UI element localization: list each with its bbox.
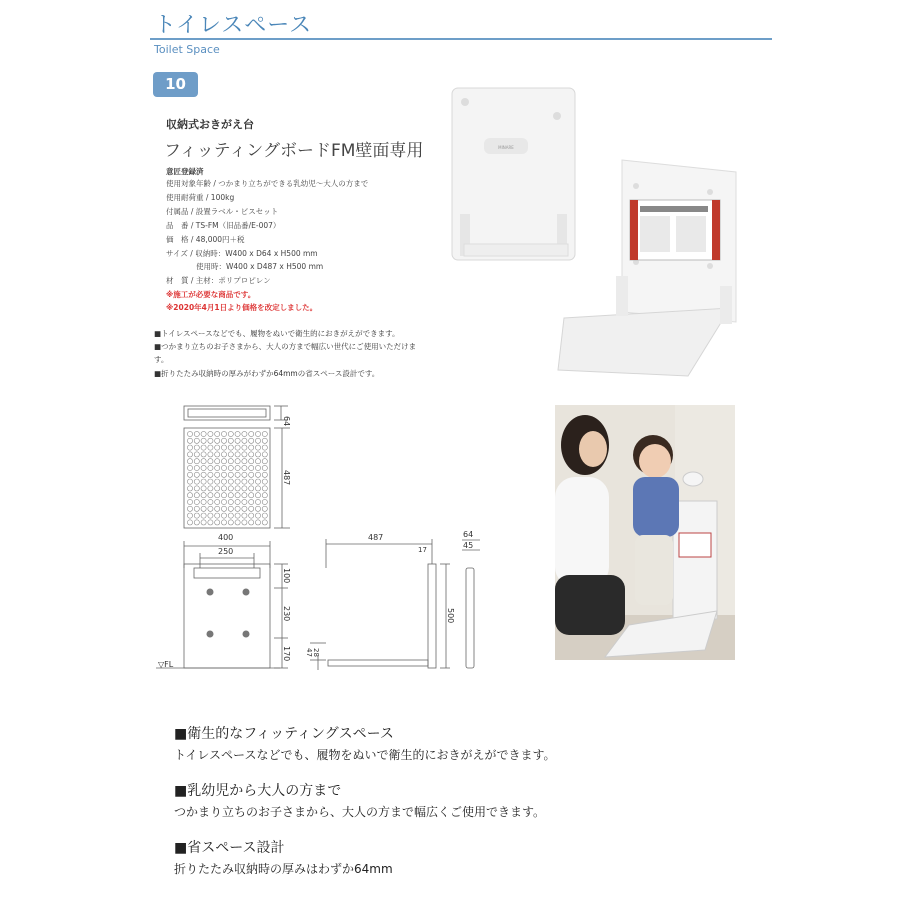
spec-line: 使用対象年齢 / つかまり立ちができる乳幼児～大人の方まで: [166, 179, 369, 188]
seat-pattern-dot: [208, 520, 213, 525]
seat-pattern-dot: [255, 493, 260, 498]
spec-note: ※2020年4月1日より価格を改定しました。: [166, 303, 318, 312]
bullet-line: ■折りたたみ収納時の厚みがわずか64mmの省スペース設計です。: [154, 369, 380, 378]
page-title: トイレスペース: [154, 13, 313, 38]
seat-pattern-dot: [262, 520, 267, 525]
seat-pattern-dot: [208, 486, 213, 491]
bullet-line: ■トイレスペースなどでも、履物をぬいで衛生的におきがえができます。: [154, 329, 400, 338]
seat-pattern-dot: [194, 493, 199, 498]
seat-pattern-dot: [242, 493, 247, 498]
seat-pattern-dot: [262, 493, 267, 498]
seat-pattern-dot: [208, 438, 213, 443]
seat-pattern-dot: [255, 459, 260, 464]
seat-pattern-dot: [255, 479, 260, 484]
dim-label: 230: [282, 606, 291, 622]
seat-pattern-dot: [194, 452, 199, 457]
seat-pattern-dot: [228, 493, 233, 498]
seat-pattern-dot: [201, 452, 206, 457]
seat-pattern-dot: [215, 479, 220, 484]
seat-pattern-dot: [221, 459, 226, 464]
seat-pattern-dot: [262, 438, 267, 443]
seat-pattern-dot: [201, 513, 206, 518]
seat-pattern-dot: [228, 479, 233, 484]
seat-pattern-dot: [249, 493, 254, 498]
seat-pattern-dot: [262, 499, 267, 504]
seat-pattern-dot: [194, 431, 199, 436]
seat-pattern-dot: [215, 472, 220, 477]
spec-line: 使用時：W400 x D487 x H500 mm: [166, 262, 324, 271]
seat-pattern-dot: [228, 459, 233, 464]
seat-pattern-dot: [262, 459, 267, 464]
seat-pattern-dot: [215, 506, 220, 511]
seat-pattern-dot: [215, 465, 220, 470]
seat-pattern-dot: [235, 438, 240, 443]
spec-line: 意匠登録済: [166, 167, 204, 176]
seat-pattern-dot: [249, 499, 254, 504]
seat-pattern-dot: [208, 499, 213, 504]
seat-pattern-dot: [242, 438, 247, 443]
seat-pattern-dot: [194, 499, 199, 504]
seat-pattern-dot: [221, 493, 226, 498]
seat-pattern-dot: [262, 465, 267, 470]
seat-pattern-dot: [228, 513, 233, 518]
seat-pattern-dot: [187, 459, 192, 464]
seat-pattern-dot: [228, 445, 233, 450]
seat-pattern-dot: [249, 452, 254, 457]
seat-pattern-dot: [228, 452, 233, 457]
seat-pattern-dot: [187, 506, 192, 511]
seat-pattern-dot: [221, 506, 226, 511]
seat-pattern-dot: [228, 486, 233, 491]
seat-pattern-dot: [242, 499, 247, 504]
seat-pattern-dot: [228, 499, 233, 504]
seat-pattern-dot: [187, 513, 192, 518]
seat-pattern-dot: [208, 445, 213, 450]
product-name: フィッティングボードFM壁面専用: [164, 141, 424, 161]
dim-label: 500: [446, 608, 455, 624]
seat-pattern-dot: [255, 520, 260, 525]
seat-pattern-dot: [242, 459, 247, 464]
seat-pattern-dot: [228, 520, 233, 525]
dim-label: 487: [368, 533, 384, 542]
seat-pattern-dot: [255, 445, 260, 450]
seat-pattern-dot: [249, 438, 254, 443]
seat-pattern-dot: [235, 493, 240, 498]
seat-pattern-dot: [201, 472, 206, 477]
seat-pattern-dot: [235, 452, 240, 457]
seat-pattern-dot: [201, 479, 206, 484]
seat-pattern-dot: [249, 479, 254, 484]
seat-pattern-dot: [242, 479, 247, 484]
seat-pattern-dot: [235, 520, 240, 525]
seat-pattern-dot: [235, 506, 240, 511]
seat-pattern-dot: [194, 459, 199, 464]
spec-line: 品 番 / TS-FM（旧品番/E-007）: [166, 221, 281, 230]
feature-heading: ■省スペース設計: [174, 840, 285, 856]
floor-label: ▽FL: [158, 660, 174, 669]
seat-pattern-dot: [187, 465, 192, 470]
dim-label: 487: [282, 470, 291, 486]
feature-body: つかまり立ちのお子さまから、大人の方まで幅広くご使用できます。: [174, 805, 546, 819]
seat-pattern-dot: [187, 445, 192, 450]
dim-label: 64: [282, 416, 291, 427]
feature-heading: ■乳幼児から大人の方まで: [174, 783, 342, 799]
seat-pattern-dot: [262, 445, 267, 450]
seat-pattern-dot: [215, 493, 220, 498]
bullet-line: ■つかまり立ちのお子さまから、大人の方まで幅広い世代にご使用いただけま: [154, 342, 417, 351]
seat-pattern-dot: [235, 479, 240, 484]
spec-line: 使用耐荷重 / 100kg: [166, 193, 235, 202]
feature-body: トイレスペースなどでも、履物をぬいで衛生的におきがえができます。: [174, 748, 556, 762]
spec-line: 材 質 / 主材：ポリプロピレン: [166, 276, 271, 285]
seat-pattern-dot: [194, 465, 199, 470]
seat-pattern-dot: [262, 452, 267, 457]
seat-pattern-dot: [187, 499, 192, 504]
seat-pattern-dot: [242, 465, 247, 470]
seat-pattern-dot: [221, 472, 226, 477]
seat-pattern-dot: [228, 438, 233, 443]
seat-pattern-dot: [235, 465, 240, 470]
seat-pattern-dot: [235, 513, 240, 518]
seat-pattern-dot: [242, 431, 247, 436]
seat-pattern-dot: [242, 452, 247, 457]
seat-pattern-dot: [255, 513, 260, 518]
seat-pattern-dot: [221, 431, 226, 436]
seat-pattern-dot: [208, 431, 213, 436]
spec-line: 付属品 / 設置ラベル・ビスセット: [166, 207, 279, 216]
seat-pattern-dot: [255, 486, 260, 491]
seat-pattern-dot: [208, 513, 213, 518]
seat-pattern-dot: [235, 445, 240, 450]
seat-pattern-dot: [235, 431, 240, 436]
seat-pattern-dot: [242, 520, 247, 525]
feature-body: 折りたたみ収納時の厚みはわずか64mm: [174, 862, 393, 876]
seat-pattern-dot: [194, 506, 199, 511]
seat-pattern-dot: [262, 431, 267, 436]
seat-pattern-dot: [187, 479, 192, 484]
seat-pattern-dot: [215, 520, 220, 525]
product-category: 収納式おきがえ台: [166, 118, 254, 131]
seat-pattern-dot: [215, 499, 220, 504]
seat-pattern-dot: [221, 465, 226, 470]
seat-pattern-dot: [221, 499, 226, 504]
seat-pattern-dot: [215, 486, 220, 491]
dim-label: 100: [282, 568, 291, 584]
seat-pattern-dot: [194, 486, 199, 491]
seat-pattern-dot: [249, 465, 254, 470]
seat-pattern-dot: [187, 520, 192, 525]
seat-pattern-dot: [255, 472, 260, 477]
seat-pattern-dot: [242, 472, 247, 477]
seat-pattern-dot: [249, 486, 254, 491]
seat-pattern-dot: [201, 445, 206, 450]
seat-pattern-dot: [262, 472, 267, 477]
product-photo: [440, 80, 750, 380]
seat-pattern-dot: [255, 506, 260, 511]
seat-pattern-dot: [242, 445, 247, 450]
seat-pattern-dot: [242, 513, 247, 518]
seat-pattern-dot: [194, 520, 199, 525]
seat-pattern-dot: [208, 472, 213, 477]
dim-label: 28: [312, 648, 320, 657]
seat-pattern-dot: [187, 431, 192, 436]
seat-pattern-dot: [201, 499, 206, 504]
seat-pattern-dot: [208, 506, 213, 511]
dimension-drawing: [150, 398, 495, 688]
seat-pattern-dot: [249, 459, 254, 464]
seat-pattern-dot: [187, 493, 192, 498]
spec-line: 価 格 / 48,000円＋税: [166, 235, 245, 244]
seat-pattern-dot: [249, 513, 254, 518]
seat-pattern-dot: [187, 472, 192, 477]
seat-pattern-dot: [262, 479, 267, 484]
seat-pattern-dot: [201, 520, 206, 525]
seat-pattern-dot: [221, 445, 226, 450]
seat-pattern-dot: [215, 445, 220, 450]
seat-pattern-dot: [208, 479, 213, 484]
dim-label: 47: [305, 648, 313, 657]
seat-pattern-dot: [262, 513, 267, 518]
page-number-badge: 10: [153, 72, 198, 97]
seat-pattern-dot: [208, 465, 213, 470]
seat-pattern-dot: [201, 493, 206, 498]
seat-pattern-dot: [221, 520, 226, 525]
seat-pattern-dot: [194, 513, 199, 518]
seat-pattern-dot: [235, 499, 240, 504]
dim-label: 17: [418, 546, 427, 554]
seat-pattern-dot: [262, 506, 267, 511]
dim-label: 250: [218, 547, 234, 556]
title-divider: [150, 38, 772, 40]
seat-pattern-dot: [208, 493, 213, 498]
seat-pattern-dot: [228, 431, 233, 436]
seat-pattern-dot: [201, 438, 206, 443]
seat-pattern-dot: [255, 465, 260, 470]
seat-pattern-dot: [228, 472, 233, 477]
seat-pattern-dot: [221, 513, 226, 518]
seat-pattern-dot: [221, 486, 226, 491]
seat-pattern-dot: [249, 431, 254, 436]
seat-pattern-dot: [221, 438, 226, 443]
seat-pattern-dot: [194, 479, 199, 484]
bullet-line: す。: [154, 355, 169, 364]
svg-text:MINARE: MINARE: [498, 145, 514, 150]
seat-pattern-dot: [208, 452, 213, 457]
seat-pattern-dot: [235, 459, 240, 464]
seat-pattern-dot: [194, 445, 199, 450]
seat-pattern-dot: [249, 445, 254, 450]
seat-pattern-dot: [201, 465, 206, 470]
seat-pattern-dot: [242, 506, 247, 511]
seat-pattern-dot: [255, 499, 260, 504]
spec-note: ※施工が必要な商品です。: [166, 290, 256, 299]
seat-pattern-dot: [242, 486, 247, 491]
dim-label: 64: [463, 530, 474, 539]
seat-pattern-dot: [215, 438, 220, 443]
seat-pattern-dot: [194, 472, 199, 477]
seat-pattern-dot: [228, 465, 233, 470]
page-subtitle: Toilet Space: [154, 43, 220, 56]
dim-label: 45: [463, 541, 474, 550]
seat-pattern-dot: [201, 506, 206, 511]
seat-pattern-dot: [215, 459, 220, 464]
seat-pattern-dot: [249, 506, 254, 511]
dim-label: 400: [218, 533, 234, 542]
seat-pattern-dot: [201, 459, 206, 464]
seat-pattern-dot: [215, 431, 220, 436]
seat-pattern-dot: [215, 452, 220, 457]
seat-pattern-dot: [262, 486, 267, 491]
seat-pattern-dot: [215, 513, 220, 518]
seat-pattern-dot: [228, 506, 233, 511]
seat-pattern-dot: [201, 486, 206, 491]
seat-pattern-dot: [235, 486, 240, 491]
seat-pattern-dot: [187, 452, 192, 457]
seat-pattern-dot: [187, 486, 192, 491]
seat-pattern-dot: [255, 452, 260, 457]
seat-pattern-dot: [194, 438, 199, 443]
feature-heading: ■衛生的なフィッティングスペース: [174, 726, 394, 742]
seat-pattern-dot: [187, 438, 192, 443]
dim-label: 170: [282, 646, 291, 662]
seat-pattern-dot: [249, 520, 254, 525]
usage-photo: [555, 405, 735, 660]
seat-pattern-dot: [255, 431, 260, 436]
seat-pattern-dot: [208, 459, 213, 464]
seat-pattern-dot: [201, 431, 206, 436]
seat-pattern-dot: [255, 438, 260, 443]
seat-pattern-dot: [221, 479, 226, 484]
spec-line: サイズ / 収納時：W400 x D64 x H500 mm: [166, 249, 318, 258]
seat-pattern-dot: [235, 472, 240, 477]
seat-pattern-dot: [221, 452, 226, 457]
seat-pattern-dot: [249, 472, 254, 477]
